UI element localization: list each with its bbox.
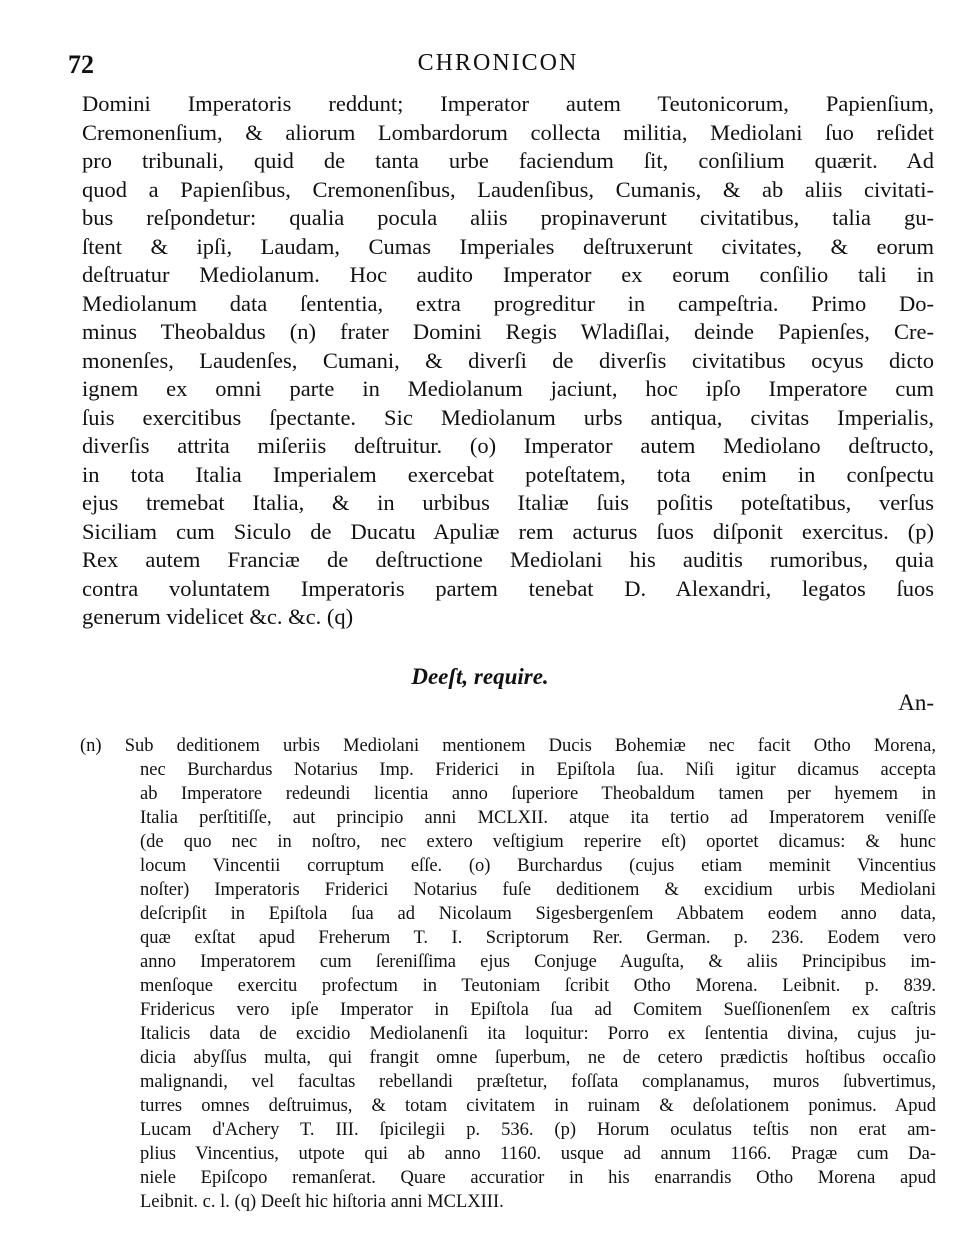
footnote-line: Italia perſtitiſſe, aut principio anni MCLXII. atque ita tertio ad Imperatorem veniſſe <box>140 808 936 828</box>
footnote-line: Leibnit. c. l. (q) Deeſt hic hiſtoria anni MCLXIII. <box>140 1192 504 1212</box>
footnote-line: (de quo nec in noſtro, nec extero veſtigium reperire eſt) oportet dicamus: & hunc <box>140 832 936 852</box>
body-line: bus reſpondetur: qualia pocula aliis propinaverunt civitatibus, talia gu- <box>82 205 934 230</box>
footnote-line: ab Imperatore redeundi licentia anno ſuperiore Theobaldum tamen per hyemem in <box>140 784 936 804</box>
body-line: Cremonenſium, & aliorum Lombardorum collecta militia, Mediolani ſuo reſidet <box>82 119 934 145</box>
footnote-line: malignandi, vel facultas rebellandi præſtetur, foſſata complanamus, muros ſubvertimus, <box>140 1072 936 1092</box>
page-header <box>68 48 928 84</box>
footnote-line: quæ exſtat apud Freherum T. I. Scriptorum Rer. German. p. 236. Eodem vero <box>140 928 936 948</box>
footnote-line: noſter) Imperatoris Friderici Notarius fuſe deditionem & excidium urbis Mediolani <box>140 880 936 900</box>
catchword: An- <box>898 690 934 715</box>
body-line: in tota Italia Imperialem exercebat poteſtatem, tota enim in conſpectu <box>82 461 934 487</box>
body-line: generum videlicet &c. &c. (q) <box>82 604 354 629</box>
body-line: ſtent & ipſi, Laudam, Cumas Imperiales deſtruxerunt civitates, & eorum <box>82 233 934 259</box>
body-line: monenſes, Laudenſes, Cumani, & diverſi de diverſis civitatibus ocyus dicto <box>82 347 934 373</box>
missing-text-note: Deeſt, require. <box>411 664 549 689</box>
footnote-line: (n) Sub deditionem urbis Mediolani mentionem Ducis Bohemiæ nec facit Otho Morena, <box>80 736 936 756</box>
footnote-line: Fridericus vero ipſe Imperator in Epiſtola ſua ad Comitem Sueſſionenſem ex caſtris <box>140 1000 936 1020</box>
running-title: CHRONICON <box>417 50 579 76</box>
body-line: Mediolanum data ſententia, extra progreditur in campeſtria. Primo Do- <box>82 290 934 316</box>
footnote-line: nec Burchardus Notarius Imp. Friderici in Epiſtola ſua. Niſi igitur dicamus accepta <box>140 760 936 780</box>
body-line: minus Theobaldus (n) frater Domini Regis Wladiſlai, deinde Papienſes, Cre- <box>82 319 934 344</box>
footnote-line: Lucam d'Achery T. III. ſpicilegii p. 536. (p) Horum oculatus teſtis non erat am- <box>140 1120 936 1140</box>
body-line: ſuis exercitibus ſpectante. Sic Mediolanum urbs antiqua, civitas Imperialis, <box>82 404 934 430</box>
body-line: deſtruatur Mediolanum. Hoc audito Imperator ex eorum conſilio tali in <box>82 262 934 287</box>
body-line: ejus tremebat Italia, & in urbibus Italiæ ſuis poſitis poteſtatibus, verſus <box>82 490 934 515</box>
footnote-line: anno Imperatorem cum ſereniſſima ejus Conjuge Auguſta, & aliis Principibus im- <box>140 952 936 972</box>
footnote-line: menſoque exercitu profectum in Teutoniam ſcribit Otho Morena. Leibnit. p. 839. <box>140 976 936 996</box>
body-line: Domini Imperatoris reddunt; Imperator autem Teutonicorum, Papienſium, <box>82 91 934 116</box>
body-line: Rex autem Franciæ de deſtructione Mediolani his auditis rumoribus, quia <box>82 547 934 572</box>
footnote-line: deſcripſit in Epiſtola ſua ad Nicolaum Sigesbergenſem Abbatem eodem anno data, <box>140 904 936 924</box>
footnote-line: turres omnes deſtruimus, & totam civitatem in ruinam & deſolationem ponimus. Apud <box>140 1096 936 1116</box>
footnote-line: locum Vincentii corruptum eſſe. (o) Burchardus (cujus etiam meminit Vincentius <box>140 856 936 876</box>
page-number: 72 <box>68 50 94 79</box>
main-text <box>82 90 934 632</box>
footnote-line: niele Epiſcopo remanſerat. Quare accuratior in his enarrandis Otho Morena apud <box>140 1168 936 1188</box>
footnotes <box>80 734 936 1214</box>
footnote-line: Italicis data de excidio Mediolanenſi ita loquitur: Porro ex ſententia divina, cujus ju- <box>140 1024 936 1044</box>
footnote-line: plius Vincentius, utpote qui ab anno 1160. usque ad annum 1166. Pragæ cum Da- <box>140 1144 936 1164</box>
body-line: pro tribunali, quid de tanta urbe faciendum ſit, conſilium quærit. Ad <box>82 148 934 173</box>
body-line: contra voluntatem Imperatoris partem tenebat D. Alexandri, legatos ſuos <box>82 575 934 601</box>
body-line: diverſis attrita miſeriis deſtruitur. (o) Imperator autem Mediolano deſtructo, <box>82 433 934 458</box>
footnote-line: dicia abyſſus multa, qui frangit omne ſuperbum, ne de cetero prædictis hoſtibus occaſio <box>140 1048 936 1068</box>
body-line: ignem ex omni parte in Mediolanum jaciunt, hoc ipſo Imperatore cum <box>82 376 934 401</box>
body-line: Siciliam cum Siculo de Ducatu Apuliæ rem acturus ſuos diſponit exercitus. (p) <box>82 518 934 544</box>
body-line: quod a Papienſibus, Cremonenſibus, Laudenſibus, Cumanis, & ab aliis civitati- <box>82 176 934 202</box>
